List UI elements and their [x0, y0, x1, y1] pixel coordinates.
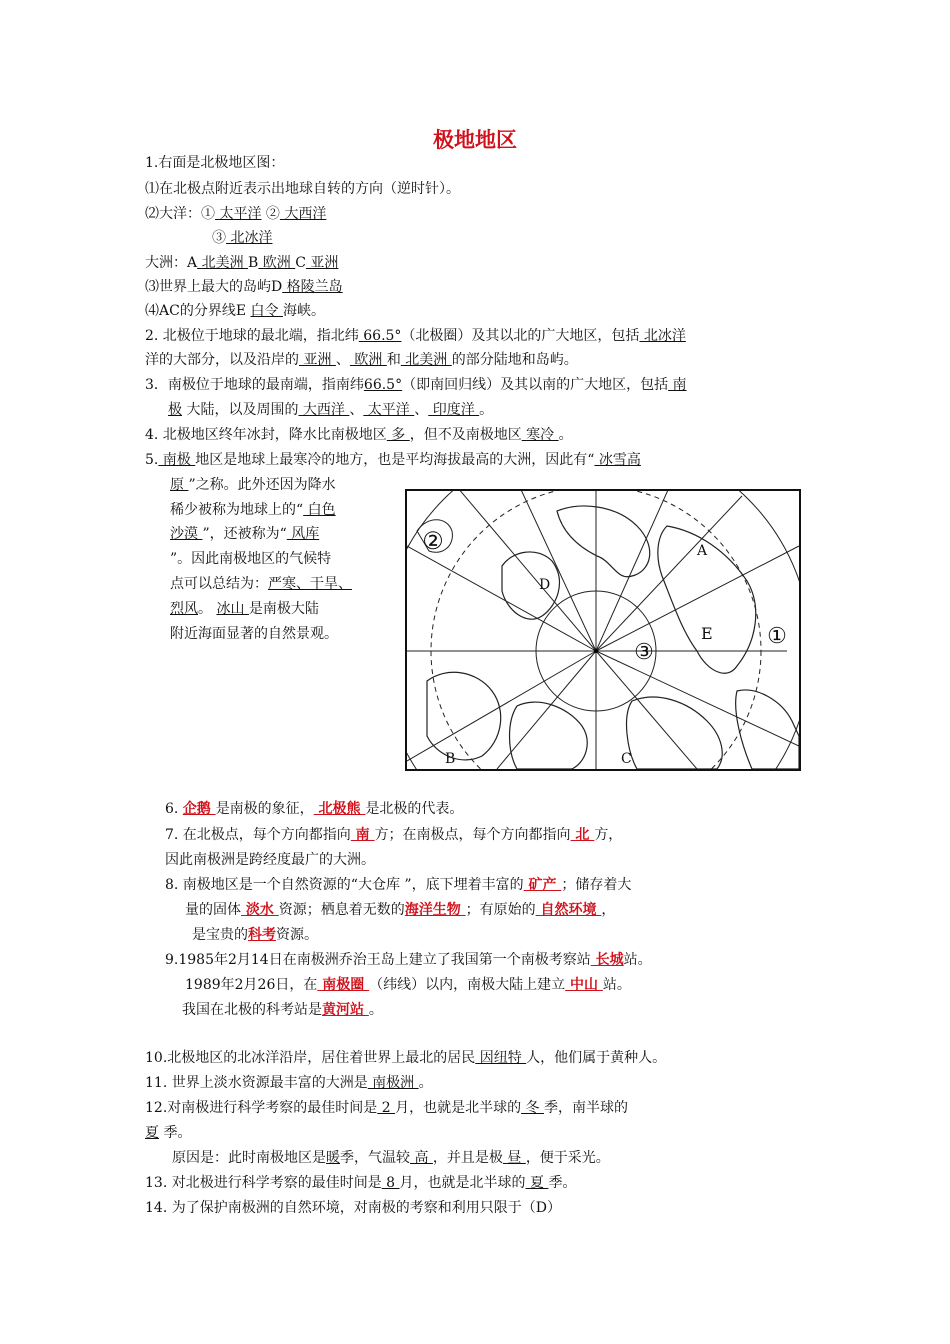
arctic-map [405, 489, 801, 771]
q8-line3: 是宝贵的科考资源。 [192, 927, 318, 943]
map-label-a: A [697, 543, 708, 559]
q1-continents: 大洲：A 北美洲 B 欧洲 C 亚洲 [145, 255, 339, 271]
q5-line2: 原 ”之称。此外还因为降水 [170, 477, 336, 493]
q7-line2: 因此南极洲是跨经度最广的大洲。 [165, 852, 375, 868]
q3-line1: 3．南极位于地球的最南端，指南纬66.5°（即南回归线）及其以南的广大地区，包括 南 [145, 377, 687, 393]
map-label-1: ① [767, 624, 787, 649]
map-label-e: E [701, 624, 713, 643]
q1-sub4: ⑷AC的分界线E 白令 海峡。 [145, 303, 325, 319]
q12-line2: 夏 季。 [145, 1125, 192, 1141]
q5-line3: 稀少被称为地球上的“ 白色 [170, 502, 336, 518]
answer-continent-c: 亚洲 [305, 255, 339, 271]
q2-line1: 2. 北极位于地球的最北端，指北纬 66.5°（北极圈）及其以北的广大地区，包括 北冰洋 [145, 328, 686, 344]
q2-line2: 洋的大部分，以及沿岸的 亚洲 、 欧洲 和 北美洲 的部分陆地和岛屿。 [145, 352, 578, 368]
q4-line: 4. 北极地区终年冰封，降水比南极地区 多 ，但不及南极地区 寒冷 。 [145, 427, 573, 443]
map-label-2: ② [422, 527, 444, 555]
q8-line2: 量的固体 淡水 资源；栖息着无数的海洋生物 ；有原始的 自然环境 ， [185, 902, 616, 918]
answer-continent-a: 北美洲 [197, 255, 249, 271]
q10-line: 10.北极地区的北冰洋沿岸，居住着世界上最北的居民 因纽特 人，他们属于黄种人。 [145, 1050, 667, 1066]
q14-line: 14. 为了保护南极洲的自然环境，对南极的考察和利用只限于（D） [145, 1200, 561, 1216]
q5-line6: 点可以总结为：严寒、干旱、 [170, 576, 352, 592]
page-title: 极地地区 [433, 127, 517, 152]
q9-line3: 我国在北极的科考站是黄河站 。 [182, 1002, 383, 1018]
map-label-3: ③ [634, 640, 654, 665]
q1-sub3: ⑶世界上最大的岛屿D 格陵兰岛 [145, 279, 343, 295]
answer-ocean-2: 大西洋 [279, 206, 327, 222]
q5-line8: 附近海面显著的自然景观。 [170, 626, 338, 642]
q12-line3: 原因是：此时南极地区是暖季，气温较 高 ，并且是极 昼 ，便于采光。 [172, 1150, 610, 1166]
answer-ocean-3: 北冰洋 [226, 230, 273, 246]
q1-sub1: ⑴在北极点附近表示出地球自转的方向（逆时针）。 [145, 181, 460, 197]
q12-line1: 12.对南极进行科学考察的最佳时间是 2 月，也就是北半球的 冬 季，南半球的 [145, 1100, 628, 1116]
map-label-c: C [621, 751, 632, 767]
q8-line1: 8. 南极地区是一个自然资源的“大仓库 ”，底下埋着丰富的 矿产 ；储存着大 [165, 877, 632, 893]
q5-line4: 沙漠 ”，还被称为“ 风库 [170, 526, 320, 542]
arctic-map-svg [407, 491, 799, 769]
q1-sub2b: ③ 北冰洋 [212, 230, 273, 246]
q5-line1: 5. 南极 地区是地球上最寒冷的地方，也是平均海拔最高的大洲，因此有“ 冰雪高 [145, 452, 641, 468]
map-label-b: B [445, 751, 456, 767]
q9-line1: 9.1985年2月14日在南极洲乔治王岛上建立了我国第一个南极考察站 长城站。 [165, 952, 652, 968]
q13-line: 13. 对北极进行科学考察的最佳时间是 8 月，也就是北半球的 夏 季。 [145, 1175, 577, 1191]
q5-line5: ”。因此南极地区的气候特 [170, 551, 332, 567]
map-label-d: D [539, 577, 551, 593]
answer-island: 格陵兰岛 [282, 279, 343, 295]
q3-line2: 极 大陆，以及周围的 大西洋 、 太平洋 、 印度洋 。 [168, 402, 494, 418]
q11-line: 11. 世界上淡水资源最丰富的大洲是 南极洲 。 [145, 1075, 433, 1091]
answer-ocean-1: 太平洋 [215, 206, 262, 222]
q6-line: 6. 企鹅 是南极的象征， 北极熊 是北极的代表。 [165, 801, 464, 817]
q5-line7: 烈风。 冰山 是南极大陆 [170, 601, 319, 617]
q9-line2: 1989年2月26日，在 南极圈 （纬线）以内，南极大陆上建立 中山 站。 [185, 977, 631, 993]
q7-line1: 7. 在北极点，每个方向都指向 南 方；在南极点，每个方向都指向 北 方， [165, 827, 623, 843]
answer-continent-b: 欧洲 [258, 255, 296, 271]
q1-sub2: ⑵大洋：① 太平洋 ② 大西洋 [145, 206, 327, 222]
q1-heading: 1.右面是北极地区图： [145, 155, 285, 171]
answer-strait: 白令 [250, 303, 283, 319]
